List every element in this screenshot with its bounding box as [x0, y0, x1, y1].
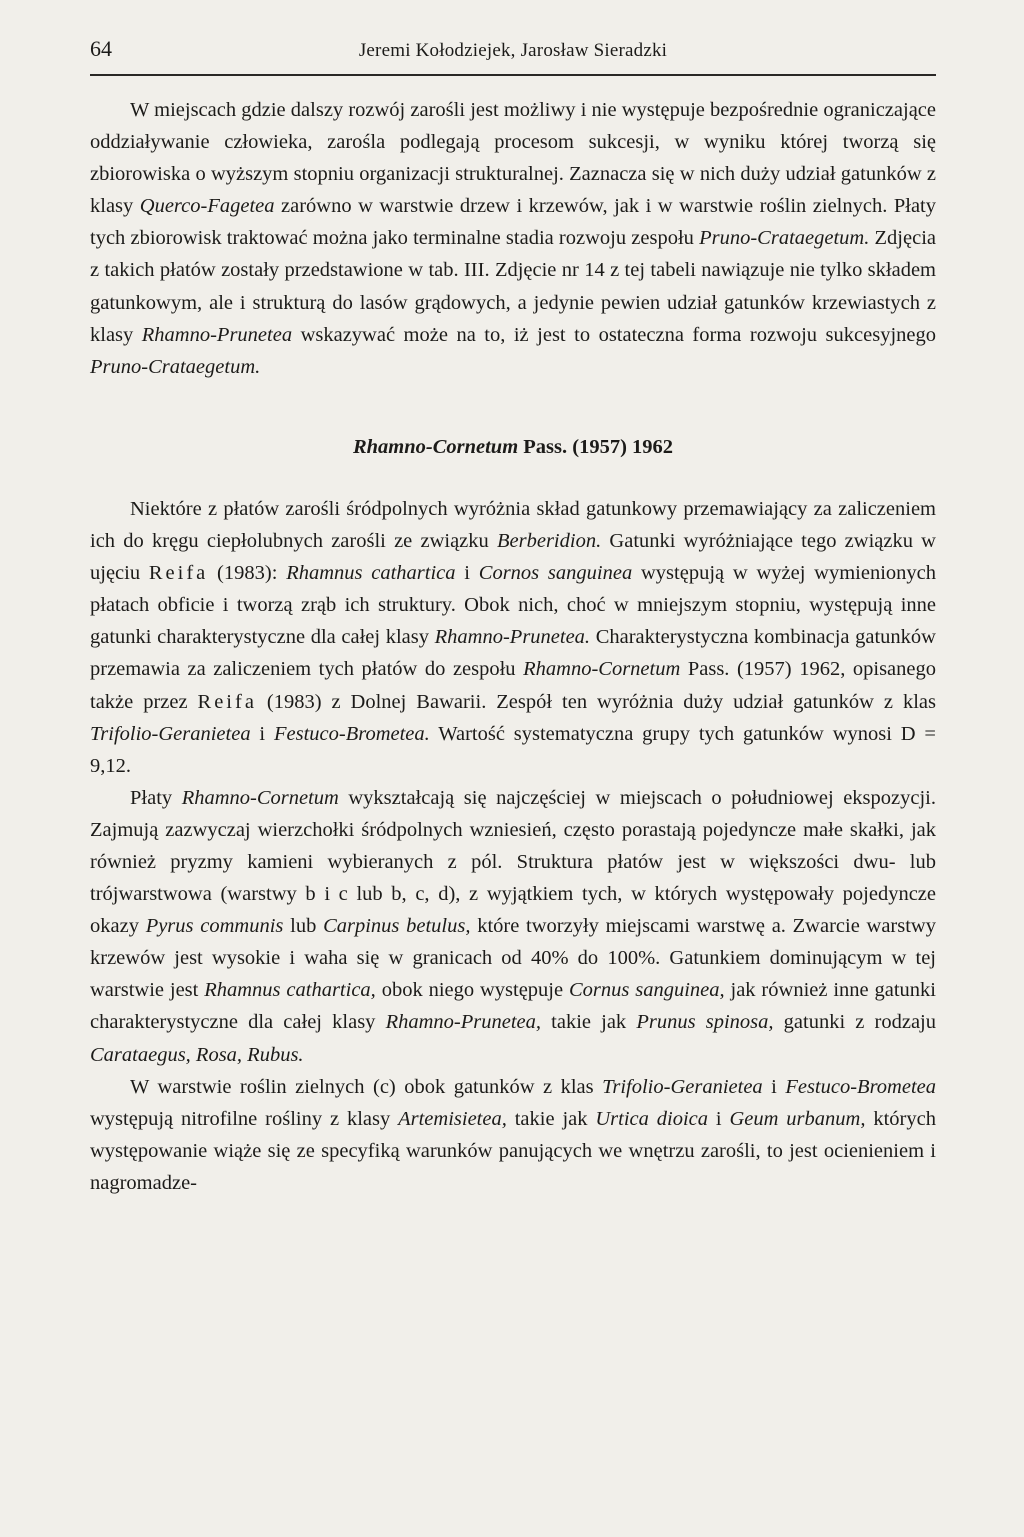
taxon-name: Carataegus, Rosa, Rubus. — [90, 1043, 304, 1066]
text-run: które tworzyły miejscami warstwę a. Zwarcie warstwy krzewów jest wysokie i waha się w granicach od 40% do 100%. Gatunkiem dominującym w tej warstwie jest — [90, 915, 936, 1002]
taxon-name: Carpinus betulus, — [323, 915, 471, 938]
taxon-name: Rhamno-Prunetea. — [434, 626, 591, 649]
taxon-name: Festuco-Brometea. — [273, 722, 430, 745]
author-name: Reifa — [148, 562, 209, 585]
taxon-name: Rhamnus cathartica, — [204, 979, 376, 1002]
taxon-name: Artemisietea, — [398, 1107, 507, 1130]
text-run: i — [250, 722, 274, 745]
running-head: Jeremi Kołodziejek, Jarosław Sieradzki — [358, 40, 668, 61]
text-run: gatunki z rodzaju — [773, 1011, 937, 1034]
text-run: (1983) z Dolnej Bawarii. Zespół ten wyróżnia duży udział gatunków z klas — [256, 690, 936, 713]
author-name: Reifa — [197, 690, 257, 713]
paragraph — [90, 1071, 936, 1199]
taxon-name: Rhamno-Cornetum — [523, 658, 681, 681]
text-run: Płaty — [130, 786, 182, 809]
page-number: 64 — [90, 36, 112, 61]
text-run: Pass. (1957) 1962, opisanego także przez — [90, 658, 936, 713]
text-run: Wartość systematyczna grupy tych gatunków wynosi D = 9,12. — [90, 722, 936, 777]
text-run: Niektóre z płatów zarośli śródpolnych wyróżnia skład gatunkowy przemawiający za zaliczeniem ich do kręgu ciepłolubnych zarośli ze związku — [90, 497, 936, 553]
text-run: takie jak — [506, 1107, 596, 1130]
paragraph — [90, 493, 936, 782]
taxon-name: Trifolio-Geranietea — [90, 722, 251, 745]
section-heading — [90, 431, 936, 463]
taxon-name: Trifolio-Geranietea — [602, 1075, 763, 1098]
text-run: i — [762, 1075, 786, 1098]
taxon-name: Berberidion. — [497, 530, 602, 553]
text-run: (1983): — [208, 562, 287, 585]
text-run: takie jak — [541, 1011, 637, 1034]
text-run: obok niego występuje — [375, 979, 569, 1002]
text-run: Gatunki wyróżniające tego związku w ujęciu — [90, 530, 936, 585]
page-header — [90, 34, 936, 76]
taxon-name: Cornos sanguinea — [478, 562, 633, 585]
taxon-name: Pyrus communis — [145, 915, 284, 938]
section-heading-author: Pass. (1957) 1962 — [518, 435, 674, 458]
taxon-name: Rhamno-Prunetea — [141, 323, 293, 346]
section-heading-taxon: Rhamno-Cornetum — [352, 435, 519, 458]
taxon-name: Rhamnus cathartica — [286, 562, 456, 585]
taxon-name: Pruno-Crataegetum. — [699, 227, 870, 250]
taxon-name: Pruno-Crataegetum. — [90, 355, 261, 378]
text-run: i — [708, 1107, 730, 1130]
paragraph — [90, 782, 936, 1071]
text-run: i — [455, 562, 479, 585]
taxon-name: Urtica dioica — [595, 1107, 709, 1130]
taxon-name: Querco-Fagetea — [139, 195, 275, 218]
text-run: wykształcają się najczęściej w miejscach o południowej ekspozycji. Zajmują zazwyczaj wierzchołki śródpolnych wzniesień, często porastają pojedyncze małe skałki, jak również pryzmy kamieni wybieranych z pól. Struktura płatów jest w większości dwu- lub trójwarstwowa (warstwy b i c lub b, c, d), z wyjątkiem tych, w których występowały pojedyncze okazy — [90, 786, 936, 938]
body-text — [90, 94, 936, 1199]
taxon-name: Rhamno-Cornetum — [181, 786, 339, 809]
taxon-name: Geum urbanum, — [729, 1107, 866, 1130]
text-run: zarówno w warstwie drzew i krzewów, jak i w warstwie roślin zielnych. Płaty tych zbiorowisk traktować można jako terminalne stadia rozwoju zespołu — [90, 195, 936, 250]
text-run: występują w wyżej wymienionych płatach obficie i tworzą zrąb ich struktury. Obok nich, choć w mniejszym stopniu, występują inne gatunki charakterystyczne dla całej klasy — [90, 562, 937, 649]
text-run: występują nitrofilne rośliny z klasy — [90, 1107, 399, 1130]
text-run: Charakterystyczna kombinacja gatunków przemawia za zaliczeniem tych płatów do zespołu — [90, 626, 936, 681]
text-run: Zdjęcia z takich płatów zostały przedstawione w tab. III. Zdjęcie nr 14 z tej tabeli nawiązuje nie tylko składem gatunkowym, ale i strukturą do lasów grądowych, a jedynie pewien udział gatunków krzewiastych z klasy — [90, 227, 936, 346]
text-run: których występowanie wiąże się ze specyfiką warunków panujących we wnętrzu zarośli, to jest ocienieniem i nagromadze- — [90, 1107, 936, 1194]
taxon-name: Prunus spinosa, — [636, 1011, 774, 1034]
text-run: W warstwie roślin zielnych (c) obok gatunków z klas — [130, 1075, 603, 1098]
text-run: jak również inne gatunki charakterystyczne dla całej klasy — [90, 979, 936, 1034]
text-run: W miejscach gdzie dalszy rozwój zarośli jest możliwy i nie występuje bezpośrednie ograniczające oddziaływanie człowieka, zarośla podlegają procesom sukcesji, w wyniku której tworzą się zbiorowiska o wyższym stopniu organizacji strukturalnej. Zaznacza się w nich duży udział gatunków z klasy — [90, 99, 936, 218]
text-run: lub — [283, 915, 324, 938]
text-run: wskazywać może na to, iż jest to ostateczna forma rozwoju sukcesyjnego — [292, 323, 937, 346]
taxon-name: Rhamno-Prunetea, — [385, 1011, 541, 1034]
taxon-name: Festuco-Brometea — [785, 1075, 936, 1098]
taxon-name: Cornus sanguinea, — [568, 979, 725, 1002]
paragraph — [90, 94, 936, 383]
